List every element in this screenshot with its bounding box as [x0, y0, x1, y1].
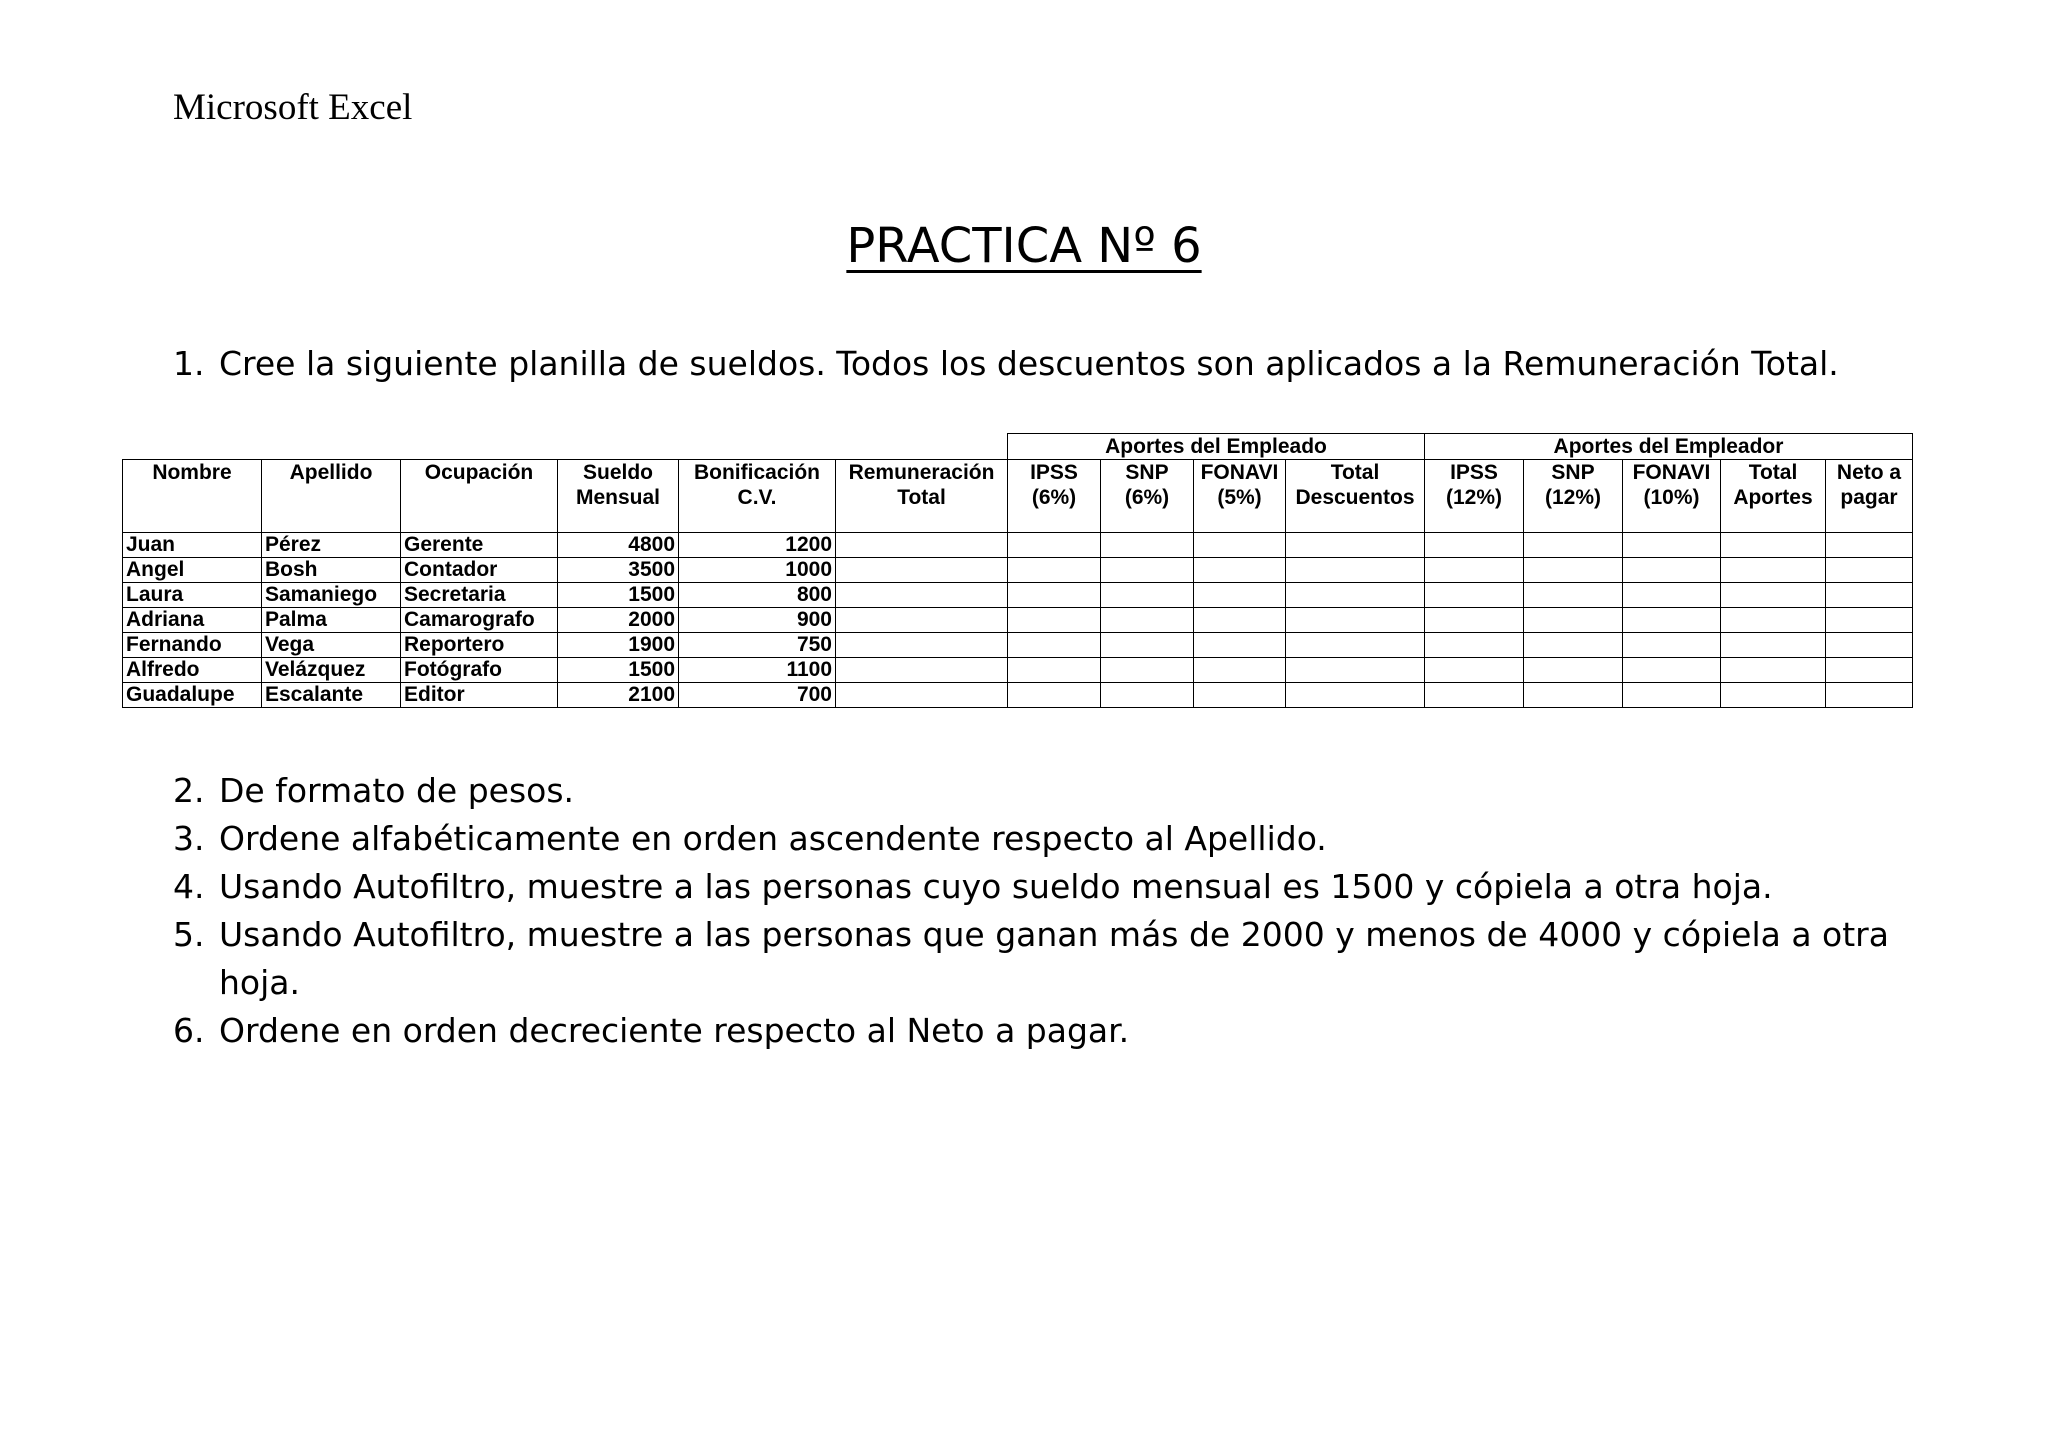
- cell-empty[interactable]: [1425, 558, 1524, 583]
- instruction-number: 1.: [173, 344, 205, 383]
- cell-empty[interactable]: [1286, 683, 1425, 708]
- cell-empty[interactable]: [1524, 658, 1623, 683]
- cell-empty[interactable]: [1194, 583, 1286, 608]
- cell-ocupacion[interactable]: Contador: [401, 558, 558, 583]
- cell-empty[interactable]: [1101, 658, 1194, 683]
- instruction-text: Usando Autofiltro, muestre a las personas cuyo sueldo mensual es 1500 y cópiela a otra hoja.: [219, 867, 1773, 906]
- cell-empty[interactable]: [1721, 608, 1826, 633]
- table-row: [123, 558, 1913, 583]
- column-header-nombre: Nombre: [123, 460, 262, 533]
- cell-apellido[interactable]: Palma: [262, 608, 401, 633]
- cell-nombre[interactable]: Alfredo: [123, 658, 262, 683]
- cell-empty[interactable]: [1826, 608, 1913, 633]
- instruction-text: Ordene alfabéticamente en orden ascendente respecto al Apellido.: [219, 819, 1327, 858]
- cell-empty[interactable]: [1721, 633, 1826, 658]
- cell-empty[interactable]: [1425, 608, 1524, 633]
- cell-empty[interactable]: [1826, 633, 1913, 658]
- cell-empty[interactable]: [1524, 683, 1623, 708]
- salary-table: [122, 433, 1913, 708]
- cell-empty[interactable]: [1101, 583, 1194, 608]
- cell-empty[interactable]: [1721, 558, 1826, 583]
- cell-empty[interactable]: [1286, 633, 1425, 658]
- table-row: [123, 658, 1913, 683]
- cell-empty[interactable]: [1101, 633, 1194, 658]
- cell-empty[interactable]: [1194, 533, 1286, 558]
- cell-empty[interactable]: [1524, 608, 1623, 633]
- cell-nombre[interactable]: Juan: [123, 533, 262, 558]
- cell-empty[interactable]: [1425, 533, 1524, 558]
- cell-empty[interactable]: [1623, 658, 1721, 683]
- cell-empty[interactable]: [1101, 683, 1194, 708]
- cell-empty[interactable]: [1425, 683, 1524, 708]
- cell-bonificacion[interactable]: 700: [679, 683, 836, 708]
- instruction-text: hoja.: [219, 963, 300, 1002]
- page-title: PRACTICA Nº 6: [846, 218, 1202, 274]
- cell-sueldo[interactable]: 1500: [558, 583, 679, 608]
- cell-ocupacion[interactable]: Fotógrafo: [401, 658, 558, 683]
- cell-nombre[interactable]: Laura: [123, 583, 262, 608]
- instruction-number: 4.: [173, 867, 205, 906]
- cell-empty[interactable]: [1721, 683, 1826, 708]
- instruction-text: Usando Autofiltro, muestre a las personas que ganan más de 2000 y menos de 4000 y cópiela a otra: [219, 915, 1889, 954]
- cell-empty[interactable]: [1194, 608, 1286, 633]
- cell-empty[interactable]: [1721, 583, 1826, 608]
- cell-empty[interactable]: [1008, 583, 1101, 608]
- cell-empty[interactable]: [1524, 558, 1623, 583]
- group-header-employer: Aportes del Empleador: [1425, 434, 1913, 460]
- column-header-total-aportes: Total Aportes: [1721, 460, 1826, 533]
- instruction-text: De formato de pesos.: [219, 771, 575, 810]
- group-header-employee: Aportes del Empleado: [1008, 434, 1425, 460]
- cell-empty[interactable]: [1623, 683, 1721, 708]
- cell-empty[interactable]: [1194, 558, 1286, 583]
- cell-nombre[interactable]: Angel: [123, 558, 262, 583]
- instruction-number: 3.: [173, 819, 205, 858]
- cell-empty[interactable]: [1623, 533, 1721, 558]
- cell-empty[interactable]: [1008, 658, 1101, 683]
- instruction-number: 2.: [173, 771, 205, 810]
- cell-bonificacion[interactable]: 800: [679, 583, 836, 608]
- cell-empty[interactable]: [1425, 583, 1524, 608]
- cell-empty[interactable]: [1623, 558, 1721, 583]
- column-header-apellido: Apellido: [262, 460, 401, 533]
- cell-bonificacion[interactable]: 1100: [679, 658, 836, 683]
- cell-empty[interactable]: [1286, 583, 1425, 608]
- cell-empty[interactable]: [1623, 583, 1721, 608]
- cell-ocupacion[interactable]: Gerente: [401, 533, 558, 558]
- cell-ocupacion[interactable]: Editor: [401, 683, 558, 708]
- cell-empty[interactable]: [1194, 683, 1286, 708]
- table-row: [123, 683, 1913, 708]
- cell-ocupacion[interactable]: Secretaria: [401, 583, 558, 608]
- cell-empty[interactable]: [836, 633, 1008, 658]
- column-header-ipss-6: IPSS (6%): [1008, 460, 1101, 533]
- cell-empty[interactable]: [1194, 658, 1286, 683]
- cell-empty[interactable]: [1826, 658, 1913, 683]
- header-app-name: Microsoft Excel: [173, 87, 413, 128]
- cell-empty[interactable]: [1623, 633, 1721, 658]
- cell-empty[interactable]: [1008, 608, 1101, 633]
- table-row: [123, 533, 1913, 558]
- column-header-remuneracion: Remuneración Total: [836, 460, 1008, 533]
- cell-empty[interactable]: [1524, 583, 1623, 608]
- cell-empty[interactable]: [836, 658, 1008, 683]
- cell-empty[interactable]: [1008, 683, 1101, 708]
- cell-empty[interactable]: [1101, 608, 1194, 633]
- cell-bonificacion[interactable]: 1000: [679, 558, 836, 583]
- instruction-number: 6.: [173, 1011, 205, 1050]
- column-header-bonificacion: Bonificación C.V.: [679, 460, 836, 533]
- column-header-ipss-12: IPSS (12%): [1425, 460, 1524, 533]
- cell-empty[interactable]: [836, 533, 1008, 558]
- column-header-total-descuentos: Total Descuentos: [1286, 460, 1425, 533]
- cell-empty[interactable]: [1101, 558, 1194, 583]
- cell-nombre[interactable]: Adriana: [123, 608, 262, 633]
- column-header-fonavi-10: FONAVI (10%): [1623, 460, 1721, 533]
- cell-empty[interactable]: [1524, 533, 1623, 558]
- column-header-snp-12: SNP (12%): [1524, 460, 1623, 533]
- cell-apellido[interactable]: Escalante: [262, 683, 401, 708]
- cell-apellido[interactable]: Pérez: [262, 533, 401, 558]
- group-header-row: [123, 434, 1913, 460]
- cell-empty[interactable]: [1524, 633, 1623, 658]
- cell-empty[interactable]: [836, 608, 1008, 633]
- cell-empty[interactable]: [1721, 533, 1826, 558]
- cell-empty[interactable]: [1008, 533, 1101, 558]
- cell-empty[interactable]: [1286, 608, 1425, 633]
- cell-empty[interactable]: [1286, 658, 1425, 683]
- cell-empty[interactable]: [1425, 658, 1524, 683]
- cell-nombre[interactable]: Guadalupe: [123, 683, 262, 708]
- cell-empty[interactable]: [1826, 558, 1913, 583]
- table-row: [123, 633, 1913, 658]
- instruction-number: 5.: [173, 915, 205, 954]
- table-row: [123, 608, 1913, 633]
- column-header-fonavi-5: FONAVI (5%): [1194, 460, 1286, 533]
- cell-apellido[interactable]: Vega: [262, 633, 401, 658]
- instruction-text: Ordene en orden decreciente respecto al Neto a pagar.: [219, 1011, 1130, 1050]
- column-header-neto: Neto a pagar: [1826, 460, 1913, 533]
- cell-sueldo[interactable]: 1900: [558, 633, 679, 658]
- cell-sueldo[interactable]: 1500: [558, 658, 679, 683]
- cell-empty[interactable]: [1101, 533, 1194, 558]
- cell-sueldo[interactable]: 4800: [558, 533, 679, 558]
- cell-empty[interactable]: [1826, 583, 1913, 608]
- cell-bonificacion[interactable]: 900: [679, 608, 836, 633]
- cell-ocupacion[interactable]: Camarografo: [401, 608, 558, 633]
- cell-empty[interactable]: [1008, 633, 1101, 658]
- cell-empty[interactable]: [1194, 633, 1286, 658]
- cell-sueldo[interactable]: 3500: [558, 558, 679, 583]
- table-row: [123, 583, 1913, 608]
- column-header-sueldo: Sueldo Mensual: [558, 460, 679, 533]
- column-header-snp-6: SNP (6%): [1101, 460, 1194, 533]
- instruction-text: Cree la siguiente planilla de sueldos. Todos los descuentos son aplicados a la Remuneración Total.: [219, 344, 1839, 383]
- column-header-ocupacion: Ocupación: [401, 460, 558, 533]
- cell-apellido[interactable]: Samaniego: [262, 583, 401, 608]
- column-header-row: [123, 460, 1913, 533]
- cell-empty[interactable]: [836, 683, 1008, 708]
- cell-sueldo[interactable]: 2100: [558, 683, 679, 708]
- cell-empty[interactable]: [1425, 633, 1524, 658]
- cell-empty[interactable]: [1826, 533, 1913, 558]
- cell-empty[interactable]: [1826, 683, 1913, 708]
- cell-empty[interactable]: [1721, 658, 1826, 683]
- cell-empty[interactable]: [836, 558, 1008, 583]
- cell-empty[interactable]: [1286, 533, 1425, 558]
- cell-sueldo[interactable]: 2000: [558, 608, 679, 633]
- cell-empty[interactable]: [836, 583, 1008, 608]
- cell-apellido[interactable]: Bosh: [262, 558, 401, 583]
- cell-empty[interactable]: [1623, 608, 1721, 633]
- cell-empty[interactable]: [1286, 558, 1425, 583]
- cell-ocupacion[interactable]: Reportero: [401, 633, 558, 658]
- cell-nombre[interactable]: Fernando: [123, 633, 262, 658]
- cell-bonificacion[interactable]: 750: [679, 633, 836, 658]
- cell-bonificacion[interactable]: 1200: [679, 533, 836, 558]
- cell-empty[interactable]: [1008, 558, 1101, 583]
- cell-apellido[interactable]: Velázquez: [262, 658, 401, 683]
